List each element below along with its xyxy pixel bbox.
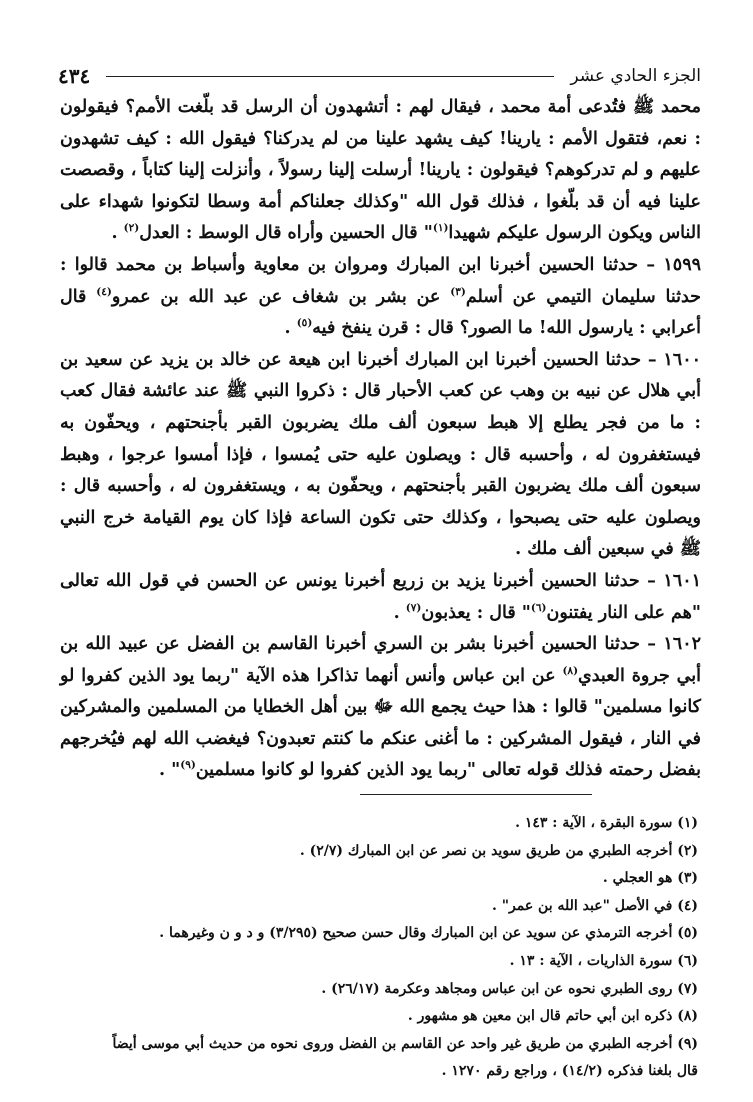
paragraph-text: قال أعرابي : يارسول الله! ما الصور؟ قال : قرن ينفخ فيه — [60, 286, 701, 339]
footnote-ref: (٢) — [123, 222, 140, 235]
footnote: (٧) روى الطبري نحوه عن ابن عباس ومجاهد وعكرمة (٢٦/١٧) . — [321, 980, 698, 997]
footnote: (١) سورة البقرة ، الآية : ١٤٣ . — [515, 815, 698, 831]
footnote-ref: (٤) — [96, 285, 112, 298]
footnote-ref: (٣) — [450, 285, 466, 298]
hadith-1602 — [60, 629, 701, 787]
paragraph-text: ١٦٠١ – حدثنا الحسين أخبرنا يزيد بن زريع أخبرنا يونس عن الحسن في قول الله تعالى "هم على النار يفتنون — [60, 570, 701, 623]
volume-title: الجزء الحادي عشر — [570, 66, 701, 86]
page-number: ٤٣٤ — [58, 64, 91, 88]
paragraph-text: عن ابن عباس وأنس أنهما تذاكرا هذه الآية "ربما يود الذين كفروا لو كانوا مسلمين" قالوا : هذا حيث يجمع الله ﷻ بين أهل الخطايا من المسلمين والمشركين في النار ، فيقول المشركين : ما أغنى عنكم ما كنتم تعبدون؟ فيغضب الله لهم فيُخرجهم بفضل رحمته فذلك قوله تعالى "ربما يود الذين كفروا لو كانوا مسلمين — [60, 665, 701, 781]
hadith-1599 — [60, 250, 701, 345]
footnotes — [60, 810, 698, 1086]
paragraph-text: . — [111, 223, 124, 244]
hadith-1600: ١٦٠٠ – حدثنا الحسين أخبرنا ابن المبارك أخبرنا ابن هيعة عن خالد بن يزيد عن سعيد بن أبي هلال عن نبيه بن وهب عن كعب الأحبار قال : ذكروا النبي ﷺ عند عائشة فقال كعب : ما من فجر يطلع إلا هبط سبعون ألف ملك يضربون القبر بأجنحتهم ، ويحفّون به فيستغفرون له ، وأحسبه قال : ويصلون عليه حتى يُمسوا ، فإذا أمسوا عرجوا ، وهبط سبعون ألف ملك يضربون القبر بأجنحتهم ، ويحفّون به ، ويستغفرون له ، وأحسبه قال : ويصلون عليه حتى يصبحوا ، وكذلك حتى تكون الساعة فإذا كان يوم القيامة خرج النبي ﷺ في سبعين ألف ملك . — [60, 349, 701, 560]
footnote-separator — [360, 794, 592, 795]
header-rule — [106, 76, 554, 77]
footnote: (٦) سورة الذاريات ، الآية : ١٣ . — [509, 952, 698, 969]
paragraph-text: عن بشر بن شغاف عن عبد الله بن عمرو — [111, 286, 451, 307]
footnote: (٨) ذكره ابن أبي حاتم قال ابن معين هو مشهور . — [407, 1008, 698, 1025]
footnote-continuation: قال بلغنا فذكره (١٤/٢) ، وراجع رقم ١٢٧٠ . — [441, 1063, 698, 1080]
footnote-ref: (٦) — [530, 601, 547, 614]
footnote-ref: (٩) — [180, 759, 196, 772]
footnote: (٤) في الأصل "عبد الله بن عمر" . — [491, 897, 698, 914]
paragraph-text: ١٥٩٩ – حدثنا الحسين أخبرنا ابن المبارك ومروان بن معاوية وأسباط بن محمد قالوا : حدثنا سليمان التيمي عن أسلم — [60, 254, 701, 307]
footnote-ref: (٨) — [562, 664, 579, 677]
footnote-ref: (٥) — [296, 317, 313, 330]
footnote: (٥) أخرجه الترمذي عن سويد عن ابن المبارك وقال حسن صحيح (٣/٢٩٥) و د و ن وغيرهما . — [159, 925, 698, 942]
paragraph-text: ١٦٠٢ – حدثنا الحسين أخبرنا بشر بن السري أخبرنا القاسم بن الفضل عن عبيد الله بن أبي جروة العبدي — [60, 634, 701, 686]
paragraph-text: " . — [158, 760, 181, 781]
hadith-1601 — [60, 566, 701, 629]
footnote: (٣) هو العجلي . — [602, 870, 698, 887]
footnote: (٩) أخرجه الطبري من طريق غير واحد عن القاسم بن الفضل وروى نحوه من حديث أبي موسى أيضاً — [112, 1035, 698, 1052]
paragraph-continuation — [60, 92, 701, 250]
footnote: (٢) أخرجه الطبري من طريق سويد بن نصر عن ابن المبارك (٢/٧) . — [299, 842, 698, 859]
paragraph-text: " قال الحسين وأراه قال الوسط : العدل — [139, 223, 433, 244]
main-text — [60, 92, 701, 787]
paragraph-text: " قال : يعذبون — [421, 602, 531, 623]
paragraph-text: . — [393, 602, 406, 623]
footnote-ref: (١) — [432, 222, 449, 235]
paragraph-text: محمد ﷺ فتُدعى أمة محمد ، فيقال لهم : أتشهدون أن الرسل قد بلّغت الأمم؟ فيقولون : نعم، فتقول الأمم : يارينا! كيف يشهد علينا من لم يدركنا؟ فيقول الله : كيف تشهدون عليهم و لم تدركوهم؟ فيقولون : يارينا! أرسلت إلينا رسولاً ، وأنزلت إلينا كتاباً ، وقصصت علينا فيه أن قد بلّغوا ، فذلك قول الله "وكذلك جعلناكم أمة وسطا لتكونوا شهداء على الناس ويكون الرسول عليكم شهيدا — [60, 97, 701, 244]
paragraph-text: . — [284, 318, 297, 339]
page-header — [58, 60, 701, 92]
footnote-ref: (٧) — [405, 601, 422, 614]
